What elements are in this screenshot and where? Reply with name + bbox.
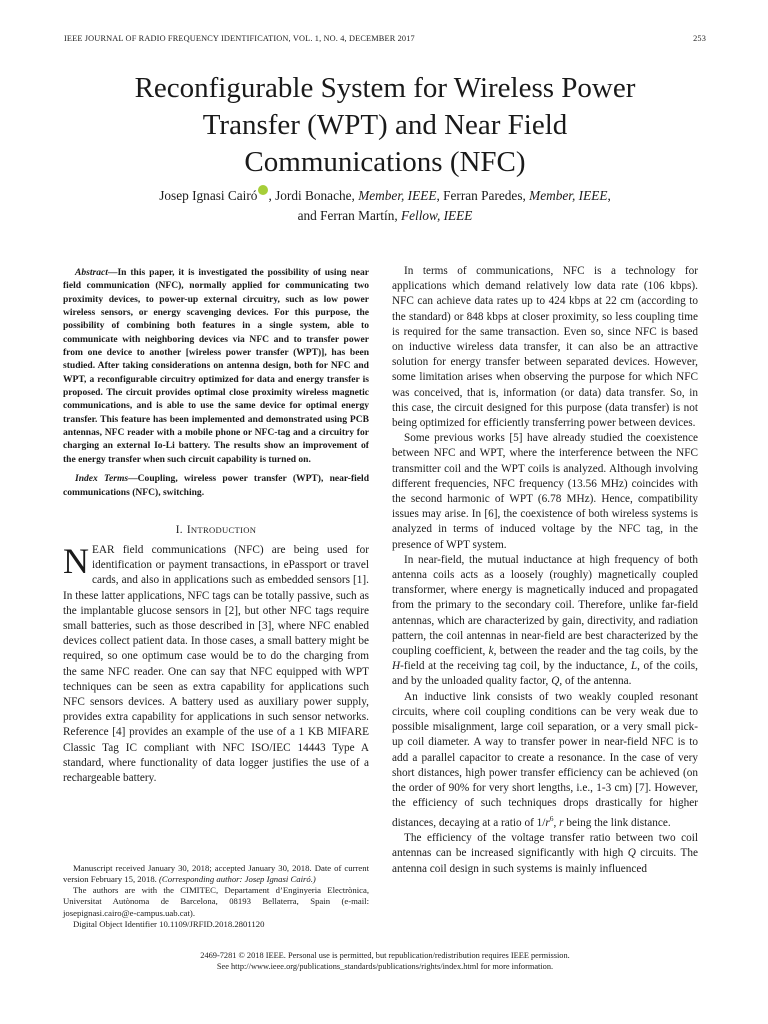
text-run: -field at the receiving tag coil, by the inductance, xyxy=(400,660,631,673)
journal-line: IEEE JOURNAL OF RADIO FREQUENCY IDENTIFICATION, VOL. 1, NO. 4, DECEMBER 2017 xyxy=(64,34,415,43)
text-run: being the link distance. xyxy=(563,817,671,830)
math-symbol: r xyxy=(545,817,550,830)
index-terms xyxy=(63,472,369,499)
text-run: The efficiency of the voltage transfer ratio between two coil antennas can be increased significantly with high xyxy=(392,832,698,860)
footnote-received xyxy=(63,863,369,885)
left-column xyxy=(63,266,369,786)
section-heading xyxy=(63,523,369,538)
text-run: , between the reader and the tag coils, by the xyxy=(493,645,698,658)
running-head xyxy=(64,34,706,43)
text-run: , xyxy=(553,817,560,830)
math-symbol: L xyxy=(630,660,638,673)
author-name: and Ferran Martín, xyxy=(297,208,401,223)
abstract-text: —In this paper, it is investigated the possibility of using near field communication (NFC), normally applied for communicating two proximity devices, to power-up external circuitry, such as low power wireless sensors, or energy scavenging devices. For this purpose, the possibility of combining both features in a single system, able to communicate with neighboring devices via NFC and to transfer power from one device to another [wireless power transfer (WPT)], has been studied. After taking considerations on antenna design, both for NFC and WPT, a reconfigurable circuitry optimized for data and energy transfer is proposed. The circuit provides optimal close proximity wireless magnetic communications, and is able to use the same device for optimal energy transfer. This feature has been implemented and demonstrated using PCB antennas, NFC reader with a mobile phone or NFC-tag and a circuitry for charging an external Io-Li battery. The results show an improvement of the energy transfer when such circuit capability is turned on. xyxy=(63,267,369,465)
footnote-received-text: Manuscript received January 30, 2018; accepted January 30, 2018. Date of current version February 15, 2018. xyxy=(63,863,369,885)
text-run: circuits. The antenna coil design in such systems is mainly influenced xyxy=(392,847,698,875)
abstract xyxy=(63,266,369,466)
author-name: , Jordi Bonache, xyxy=(268,188,359,203)
copyright-notice xyxy=(64,951,706,972)
text-run: , of the coils, and by the unloaded quality factor, xyxy=(392,660,698,688)
copyright-link-line[interactable]: See http://www.ieee.org/publications_standards/publications/rights/index.html for more information. xyxy=(216,961,554,971)
intro-paragraph xyxy=(63,543,369,786)
math-symbol: H xyxy=(392,660,401,673)
footnote-doi: Digital Object Identifier 10.1109/JRFID.2018.2801120 xyxy=(73,918,265,929)
text-run: , of the antenna. xyxy=(559,675,632,688)
footnote-corresponding: (Corresponding author: Josep Ignasi Cairó.) xyxy=(159,874,316,885)
index-terms-label: Index Terms xyxy=(75,473,129,485)
title-line: Transfer (WPT) and Near Field xyxy=(202,109,568,141)
section-number: I. xyxy=(175,523,183,536)
author-name: , Ferran Paredes, xyxy=(436,188,530,203)
author-list xyxy=(70,185,700,226)
paragraph: Some previous works [5] have already studied the coexistence between NFC and WPT, where the interference between the NFC transmitter coil and the WPT coils is analyzed. Although involving different frequencies, NFC frequency (13.56 MHz) coincides with the second harmonic of WPT (6.78 MHz). Hence, compatibility issues may arise. In [6], the coexistence of both wireless systems is analyzed in terms of induced voltage by the NFC tag, in the presence of WPT system. xyxy=(392,432,698,551)
index-terms-text: —Coupling, wireless power transfer (WPT), near-field communications (NFC), switching. xyxy=(63,473,369,498)
paragraph xyxy=(392,690,698,832)
author-line-2 xyxy=(70,206,700,226)
author-role: Member, IEEE xyxy=(358,188,437,203)
footnotes xyxy=(63,863,369,930)
text-run: In near-field, the mutual inductance at high frequency of both antenna coils acts as a loosely (roughly) magnetically coupled transformer, where energy is magnetically induced and propagated from the primary to the secondary coil. Therefore, unlike far-field antennas, which are characterized by gain, directivity, and radiation pattern, the coil antennas in near-field are best characterized by the coupling coefficient, xyxy=(392,553,698,658)
author-role: Fellow, IEEE xyxy=(401,208,473,223)
section-title-initial: I xyxy=(186,523,191,536)
title-line: Reconfigurable System for Wireless Power xyxy=(134,72,636,104)
math-exponent: 6 xyxy=(549,814,554,824)
paragraph xyxy=(392,831,698,877)
paper-title xyxy=(70,70,700,181)
text-run: An inductive link consists of two weakly coupled resonant circuits, where coil coupling conditions can be very weak due to possible misalignment, large coil separation, or a very small pick-up coil diameter. A way to transfer power in near-field NFC is to add a parallel capacitor to create a resonance. In the case of very short distances, high power transfer efficiency can be achieved (on the order of 90% for very short lengths, i.e., 1-3 cm) [7]. However, the efficiency of such techniques drops drastically for higher distances, decaying at a ratio of 1/ xyxy=(392,690,698,830)
math-symbol: r xyxy=(559,817,564,830)
author-role: Member, IEEE xyxy=(529,188,608,203)
page-number: 253 xyxy=(693,34,706,43)
author-line-1 xyxy=(70,185,700,206)
section-title-rest: NTRODUCTION xyxy=(190,524,257,535)
right-column xyxy=(392,264,698,877)
copyright-line: 2469-7281 © 2018 IEEE. Personal use is permitted, but republication/redistribution requires IEEE permission. xyxy=(200,951,570,960)
math-symbol: k xyxy=(488,645,494,658)
paragraph: In terms of communications, NFC is a technology for applications which demand relatively low data rate (106 kbps). NFC can achieve data rates up to 424 kbps at 22 cm (according to the standard) or 848 kbps at closer proximity, so less coupling time is required for the same transaction. Even so, since NFC is based on inductive wireless data transfer, it can also be an attractive solution for energy transfer between separated devices. However, some limitation arises when observing the purpose for which NFC was conceived, that is, information (or data) data transfer. So, in this case, the circuit designed for this purpose (data transfer) is not being optimized for efficiently transferring power between devices. xyxy=(392,265,698,430)
footnote-affiliation: The authors are with the CIMITEC, Departament d’Enginyeria Electrònica, Universitat Autònoma de Barcelona, 08193 Bellaterra, Spain (e-mail: josepignasi.cairo@e-campus.uab.cat). xyxy=(63,885,369,918)
author-name: Josep Ignasi Cairó xyxy=(159,188,258,203)
drop-cap: N xyxy=(63,541,89,582)
math-symbol: Q xyxy=(627,847,636,860)
abstract-label: Abstract xyxy=(75,267,108,278)
math-symbol: Q xyxy=(551,675,560,688)
intro-text: EAR field communications (NFC) are being used for identification or payment transactions, in ePassport or travel cards, and also in applications such as embedded sensors [1]. In these latter applications, NFC tags can be totally passive, such as the implantable glucose sensors in [2], but other NFC tags require small batteries, such as those described in [3], where NFC enabled devices collect patient data. In those cases, a small battery might be required, so one optimum case would be to do the charging from the same NFC reader. One can say that NFC equipped with WPT techniques can be seen as extra capability for applications such NFC sensors devices. A battery used as auxiliary power supply, provides extra capability for applications in such sensor networks. Reference [4] provides an example of the use of a 1 KB MIFARE Classic Tag IC compliant with NFC ISO/IEC 14443 Type A standard, where functionality of data logger justifies the use of a rechargeable battery. xyxy=(63,544,369,785)
author-separator: , xyxy=(607,188,611,203)
paragraph xyxy=(392,553,698,690)
orcid-icon[interactable] xyxy=(258,185,268,195)
title-line: Communications (NFC) xyxy=(244,146,526,178)
